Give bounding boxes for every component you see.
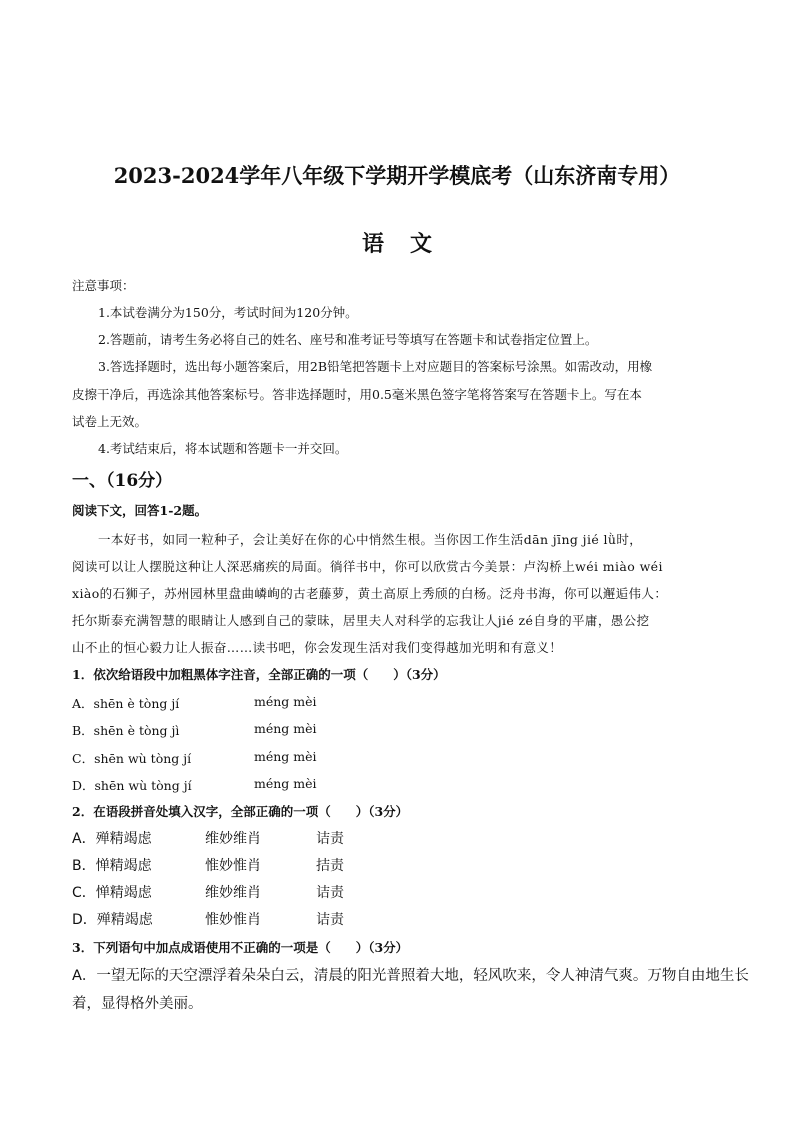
q3-option-a-line: 着，显得格外美丽。 [72, 996, 203, 1012]
note-item: 2.答题前，请考生务必将自己的姓名、座号和准考证号等填写在答题卡和试卷指定位置上。 [98, 332, 598, 347]
passage-line: 山不止的恒心毅力让人振奋……读书吧，你会发现生活对我们变得越加光明和有意义！ [72, 640, 563, 655]
q2-option-c-text: C．惮精竭虑 [72, 885, 152, 901]
note-item: 皮擦干净后，再选涂其他答案标号。答非选择题时，用0.5毫米黑色签字笔将答案写在答题卡上。写在本 [72, 387, 642, 402]
q1-option-a-extra: méng mèi [254, 694, 317, 709]
q2-option-c-b: 维妙维肖 [205, 885, 261, 901]
q1-option-d-extra: méng mèi [254, 776, 317, 791]
q1-option-c-extra: méng mèi [254, 749, 317, 764]
q2-option-d-b: 惟妙惟肖 [205, 912, 261, 928]
question-1-stem: 1．依次给语段中加粗黑体字注音，全部正确的一项（ ）（3分） [72, 667, 446, 682]
q2-option-d-c: 诘责 [316, 912, 344, 928]
q1-option-b-text: B．shēn è tòng jì [72, 723, 180, 738]
question-3-stem: 3．下列语句中加点成语使用不正确的一项是（ ）（3分） [72, 940, 409, 955]
q2-option-c-c: 诘责 [316, 885, 344, 901]
q1-option-d [72, 776, 722, 794]
q2-option-a [72, 828, 722, 848]
note-item: 试卷上无效。 [72, 414, 148, 429]
subject-title: 语文 [361, 231, 458, 257]
notes-heading: 注意事项： [72, 278, 135, 293]
exam-title: 2023-2024学年八年级下学期开学模底考（山东济南专用） [113, 163, 681, 188]
q2-option-d-text: D．殚精竭虑 [72, 912, 153, 928]
q2-option-b-c: 拮责 [316, 858, 344, 874]
passage-line: 托尔斯泰充满智慧的眼睛让人感到自己的蒙昧，居里夫人对科学的忘我让人jié zé自身的平庸，愚公挖 [72, 613, 650, 628]
question-2-stem: 2．在语段拼音处填入汉字，全部正确的一项（ ）（3分） [72, 804, 409, 819]
q2-option-b [72, 855, 722, 875]
note-item: 4.考试结束后，将本试题和答题卡一并交回。 [98, 441, 348, 456]
reading-instruction: 阅读下文，回答1-2题。 [72, 503, 208, 518]
q1-option-b [72, 721, 722, 739]
passage-line: 阅读可以让人摆脱这种让人深恶痛疾的局面。徜徉书中，你可以欣赏古今美景：卢沟桥上wéi miào wéi [72, 559, 663, 574]
section-heading: 一、（16分） [72, 471, 173, 491]
q2-option-d [72, 909, 722, 929]
passage-line: xiào的石狮子，苏州园林里盘曲嶙峋的古老藤萝，黄土高原上秀颀的白杨。泛舟书海，你可以邂逅伟人： [72, 586, 668, 601]
q2-option-a-b: 维妙维肖 [205, 831, 261, 847]
q1-option-a-text: A．shēn è tòng jí [72, 696, 180, 711]
q1-option-a [72, 694, 722, 712]
q2-option-c [72, 882, 722, 902]
note-item: 3.答选择题时，选出每小题答案后，用2B铅笔把答题卡上对应题目的答案标号涂黑。如需改动，用橡 [98, 359, 653, 374]
q2-option-a-c: 诘责 [316, 831, 344, 847]
q1-option-c [72, 749, 722, 767]
note-item: 1.本试卷满分为150分，考试时间为120分钟。 [98, 305, 358, 320]
q3-option-a-line: A．一望无际的天空漂浮着朵朵白云，清晨的阳光普照着大地，轻风吹来，令人神清气爽。万物自由地生长 [72, 968, 749, 984]
passage-line: 一本好书，如同一粒种子，会让美好在你的心中悄然生根。当你因工作生活dān jīng jié lǜ时， [98, 532, 643, 547]
q2-option-b-text: B．惮精竭虑 [72, 858, 152, 874]
q2-option-a-text: A．殚精竭虑 [72, 831, 152, 847]
q1-option-c-text: C．shēn wù tòng jí [72, 751, 192, 766]
q1-option-b-extra: méng mèi [254, 721, 317, 736]
q1-option-d-text: D．shēn wù tòng jí [72, 778, 192, 793]
q2-option-b-b: 惟妙惟肖 [205, 858, 261, 874]
